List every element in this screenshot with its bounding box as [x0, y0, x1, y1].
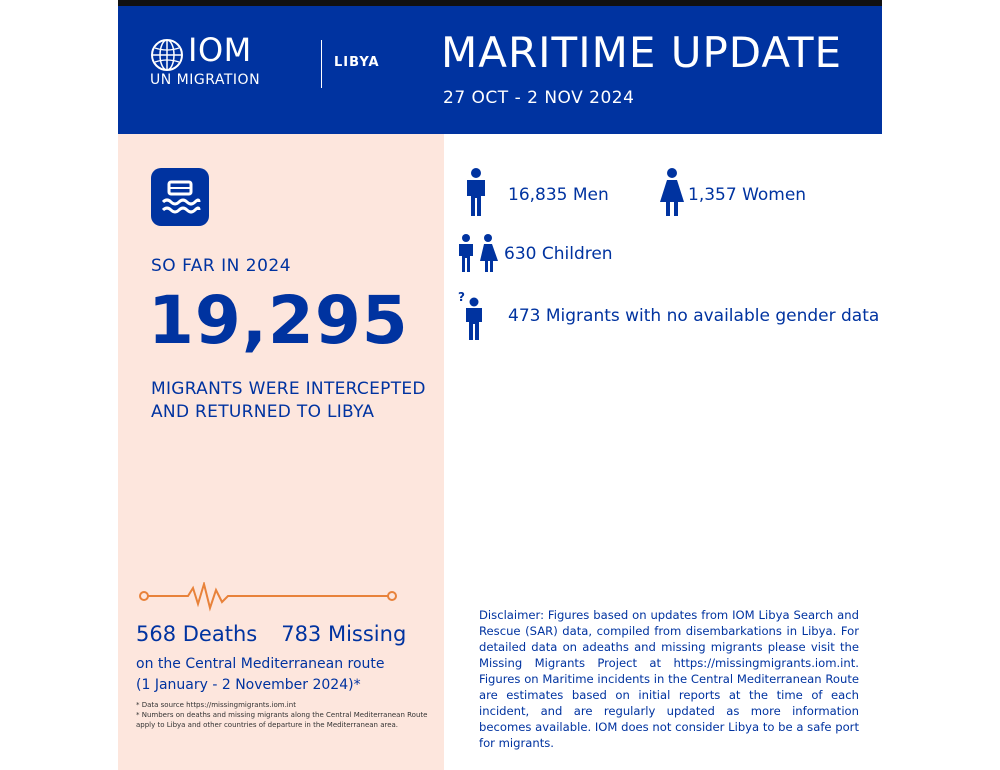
- date-range: 27 OCT - 2 NOV 2024: [443, 88, 635, 108]
- logo-subtitle: UN MIGRATION: [150, 72, 261, 88]
- men-count: 16,835 Men: [508, 185, 609, 205]
- page-title: MARITIME UPDATE: [441, 28, 843, 77]
- total-intercepted: 19,295: [148, 282, 409, 359]
- summary-panel: [118, 134, 444, 770]
- children-stat: [456, 234, 656, 274]
- men-stat: [462, 168, 662, 218]
- logo-divider: [321, 40, 322, 88]
- route-text: [136, 654, 436, 696]
- infographic-card: [118, 6, 882, 770]
- unknown-count: 473 Migrants with no available gender data: [508, 306, 880, 326]
- footnotes: [136, 700, 446, 730]
- footnote-source: * Data source https://missingmigrants.iom.int: [136, 701, 296, 709]
- country-label: LIBYA: [334, 55, 380, 70]
- footnote-scope: * Numbers on deaths and missing migrants along the Central Mediterranean Route apply to Libya and other countries of departure in the Mediterranean area.: [136, 711, 428, 729]
- globe-icon: [150, 38, 184, 72]
- svg-text:?: ?: [458, 290, 465, 304]
- deaths-count: 568 Deaths: [136, 622, 258, 646]
- period-label: (1 January - 2 November 2024)*: [136, 677, 361, 693]
- route-label: on the Central Mediterranean route: [136, 656, 385, 672]
- women-stat: [658, 168, 858, 218]
- boat-icon: [151, 168, 209, 226]
- missing-count: 783 Missing: [281, 622, 407, 646]
- unknown-person-icon: [456, 290, 488, 342]
- heartbeat-line-icon: [138, 582, 398, 612]
- children-icon: [456, 234, 500, 274]
- demographics-panel: [444, 134, 882, 770]
- intercepted-description: MIGRANTS WERE INTERCEPTED AND RETURNED TO LIBYA: [151, 379, 426, 422]
- man-icon: [462, 168, 490, 218]
- header-banner: [118, 6, 882, 134]
- casualties-row: [136, 622, 406, 646]
- logo-wordmark: IOM: [188, 31, 252, 69]
- disclaimer-text: Disclaimer: Figures based on updates from IOM Libya Search and Rescue (SAR) data, compiled from disembarkations in Libya. For detailed data on adeaths and missing migrants please visit the Missing Migrants Project at https://missingmigrants.iom.int. Figures on Maritime incidents in the Central Mediterranean Route are estimates based on initial reports at the time of each incident, and are regularly updated as more information becomes available. IOM does not consider Libya to be a safe port for migrants.: [479, 608, 859, 750]
- children-count: 630 Children: [504, 244, 613, 264]
- so-far-label: SO FAR IN 2024: [151, 256, 292, 276]
- woman-icon: [658, 168, 686, 218]
- unknown-stat: [456, 290, 880, 342]
- women-count: 1,357 Women: [688, 185, 807, 205]
